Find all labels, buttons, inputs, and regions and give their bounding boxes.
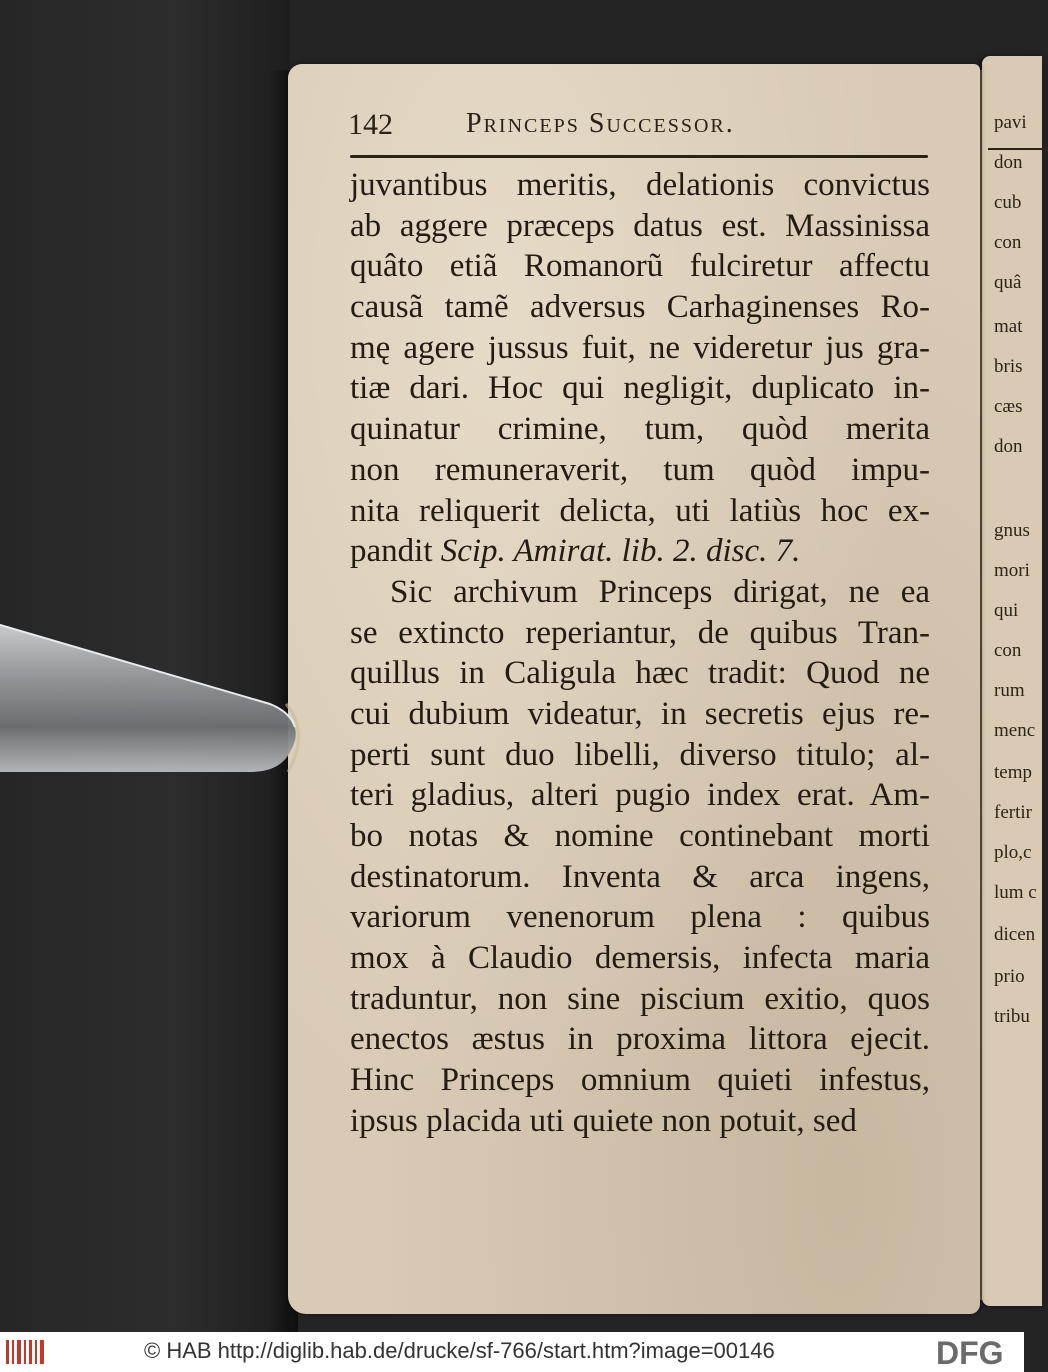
text-line-content: destinatorum. Inventa & arca ingens,	[350, 858, 930, 895]
header-rule	[350, 155, 928, 158]
facing-page-fragment: tribu	[994, 1006, 1030, 1027]
text-line	[350, 857, 930, 898]
text-line-content: mę agere jussus fuit, ne videretur jus gra-	[350, 329, 930, 366]
source-url[interactable]: © HAB http://diglib.hab.de/drucke/sf-766/start.htm?image=00146	[144, 1338, 775, 1363]
text-line-content: Hinc Princeps omnium quieti infestus,	[350, 1062, 930, 1099]
text-line	[350, 1060, 930, 1101]
text-line	[350, 368, 930, 409]
footer-bar	[0, 1332, 1024, 1372]
text-line	[350, 897, 930, 938]
text-line-content: non remuneraverit, tum quòd impu-	[350, 451, 930, 488]
facing-page-fragment: mori	[994, 560, 1030, 581]
page-number: 142	[348, 108, 393, 141]
text-line-content: ipsus placida uti quiete non potuit, sed	[350, 1102, 857, 1139]
text-line-content: perti sunt duo libelli, diverso titulo; al-	[350, 736, 930, 773]
text-line	[350, 938, 930, 979]
text-line	[350, 328, 930, 369]
text-line-content: causã tamẽ adversus Carhaginenses Ro-	[350, 289, 930, 326]
text-line	[350, 531, 930, 572]
text-line-content: teri gladius, alteri pugio index erat. Am-	[350, 777, 930, 814]
page-body-text	[350, 165, 930, 1142]
text-line-content: variorum venenorum plena : quibus	[350, 899, 930, 936]
facing-page-fragment: cæs	[994, 396, 1023, 417]
text-line-content: ab aggere præceps datus est. Massinissa	[350, 207, 930, 244]
text-line	[350, 694, 930, 735]
facing-page-fragment: don	[994, 152, 1023, 173]
text-line-content: quillus in Caligula hæc tradit: Quod ne	[350, 655, 930, 692]
text-line	[350, 409, 930, 450]
text-line	[350, 613, 930, 654]
facing-page-fragment: prio	[994, 966, 1025, 987]
text-line	[350, 206, 930, 247]
text-line	[350, 450, 930, 491]
facing-page-fragment: lum c	[994, 882, 1037, 903]
text-line	[350, 246, 930, 287]
text-line-content: bo notas & nomine continebant morti	[350, 818, 930, 854]
text-line-content: tiæ dari. Hoc qui negligit, duplicato in-	[350, 370, 930, 407]
text-line	[350, 775, 930, 816]
text-line	[350, 979, 930, 1020]
text-line-content: pandit	[350, 533, 441, 570]
text-line	[350, 1101, 930, 1142]
text-line	[350, 165, 930, 206]
text-line	[350, 1019, 930, 1060]
facing-page-fragment: gnus	[994, 520, 1030, 541]
text-line-content: juvantibus meritis, delationis convictus	[350, 167, 930, 203]
facing-page	[982, 56, 1042, 1306]
facing-page-fragment: dicen	[994, 924, 1036, 945]
facing-page-fragment: pavi	[994, 112, 1027, 133]
text-line	[350, 816, 930, 857]
text-line-content: se extincto reperiantur, de quibus Tran-	[350, 614, 930, 651]
text-line-content: traduntur, non sine piscium exitio, quos	[350, 980, 930, 1017]
facing-page-fragment: rum	[994, 680, 1025, 701]
facing-page-fragment: plo,c	[994, 842, 1032, 863]
facing-page-rule	[988, 148, 1048, 150]
text-line	[350, 735, 930, 776]
citation-italic: Scip. Amirat. lib. 2. disc. 7.	[440, 533, 801, 570]
text-line	[350, 653, 930, 694]
text-line-content: mox à Claudio demersis, infecta maria	[350, 940, 930, 977]
page-header	[348, 108, 928, 148]
facing-page-fragment: menc	[994, 720, 1036, 741]
facing-page-fragment: cub	[994, 192, 1022, 213]
dfg-logo	[936, 1335, 1014, 1371]
facing-page-fragment: fertir	[994, 802, 1032, 823]
text-line-content: Sic archivum Princeps dirigat, ne ea	[390, 573, 930, 610]
hab-logo-icon	[6, 1338, 46, 1366]
text-line	[350, 287, 930, 328]
text-line	[350, 572, 930, 613]
page-holder-blade	[0, 612, 308, 772]
text-line-content: quâto etiã Romanorũ fulciretur affectu	[350, 248, 930, 285]
text-line-content: quinatur crimine, tum, quòd merita	[350, 411, 930, 448]
facing-page-fragment: qui	[994, 600, 1019, 621]
facing-page-fragment: temp	[994, 762, 1032, 783]
text-line-content: nita reliquerit delicta, uti latiùs hoc ex-	[350, 492, 930, 529]
facing-page-fragment: quâ	[994, 272, 1022, 293]
svg-text:DFG: DFG	[936, 1335, 1004, 1371]
facing-page-fragment: bris	[994, 356, 1023, 377]
text-line-content: cui dubium videatur, in secretis ejus re-	[350, 695, 930, 732]
facing-page-fragment: mat	[994, 316, 1023, 337]
facing-page-fragment: don	[994, 436, 1023, 457]
text-line	[350, 491, 930, 532]
facing-page-fragment: con	[994, 640, 1022, 661]
facing-page-fragment: con	[994, 232, 1022, 253]
running-title: Princeps Successor.	[466, 108, 735, 139]
text-line-content: enectos æstus in proxima littora ejecit.	[350, 1021, 930, 1058]
